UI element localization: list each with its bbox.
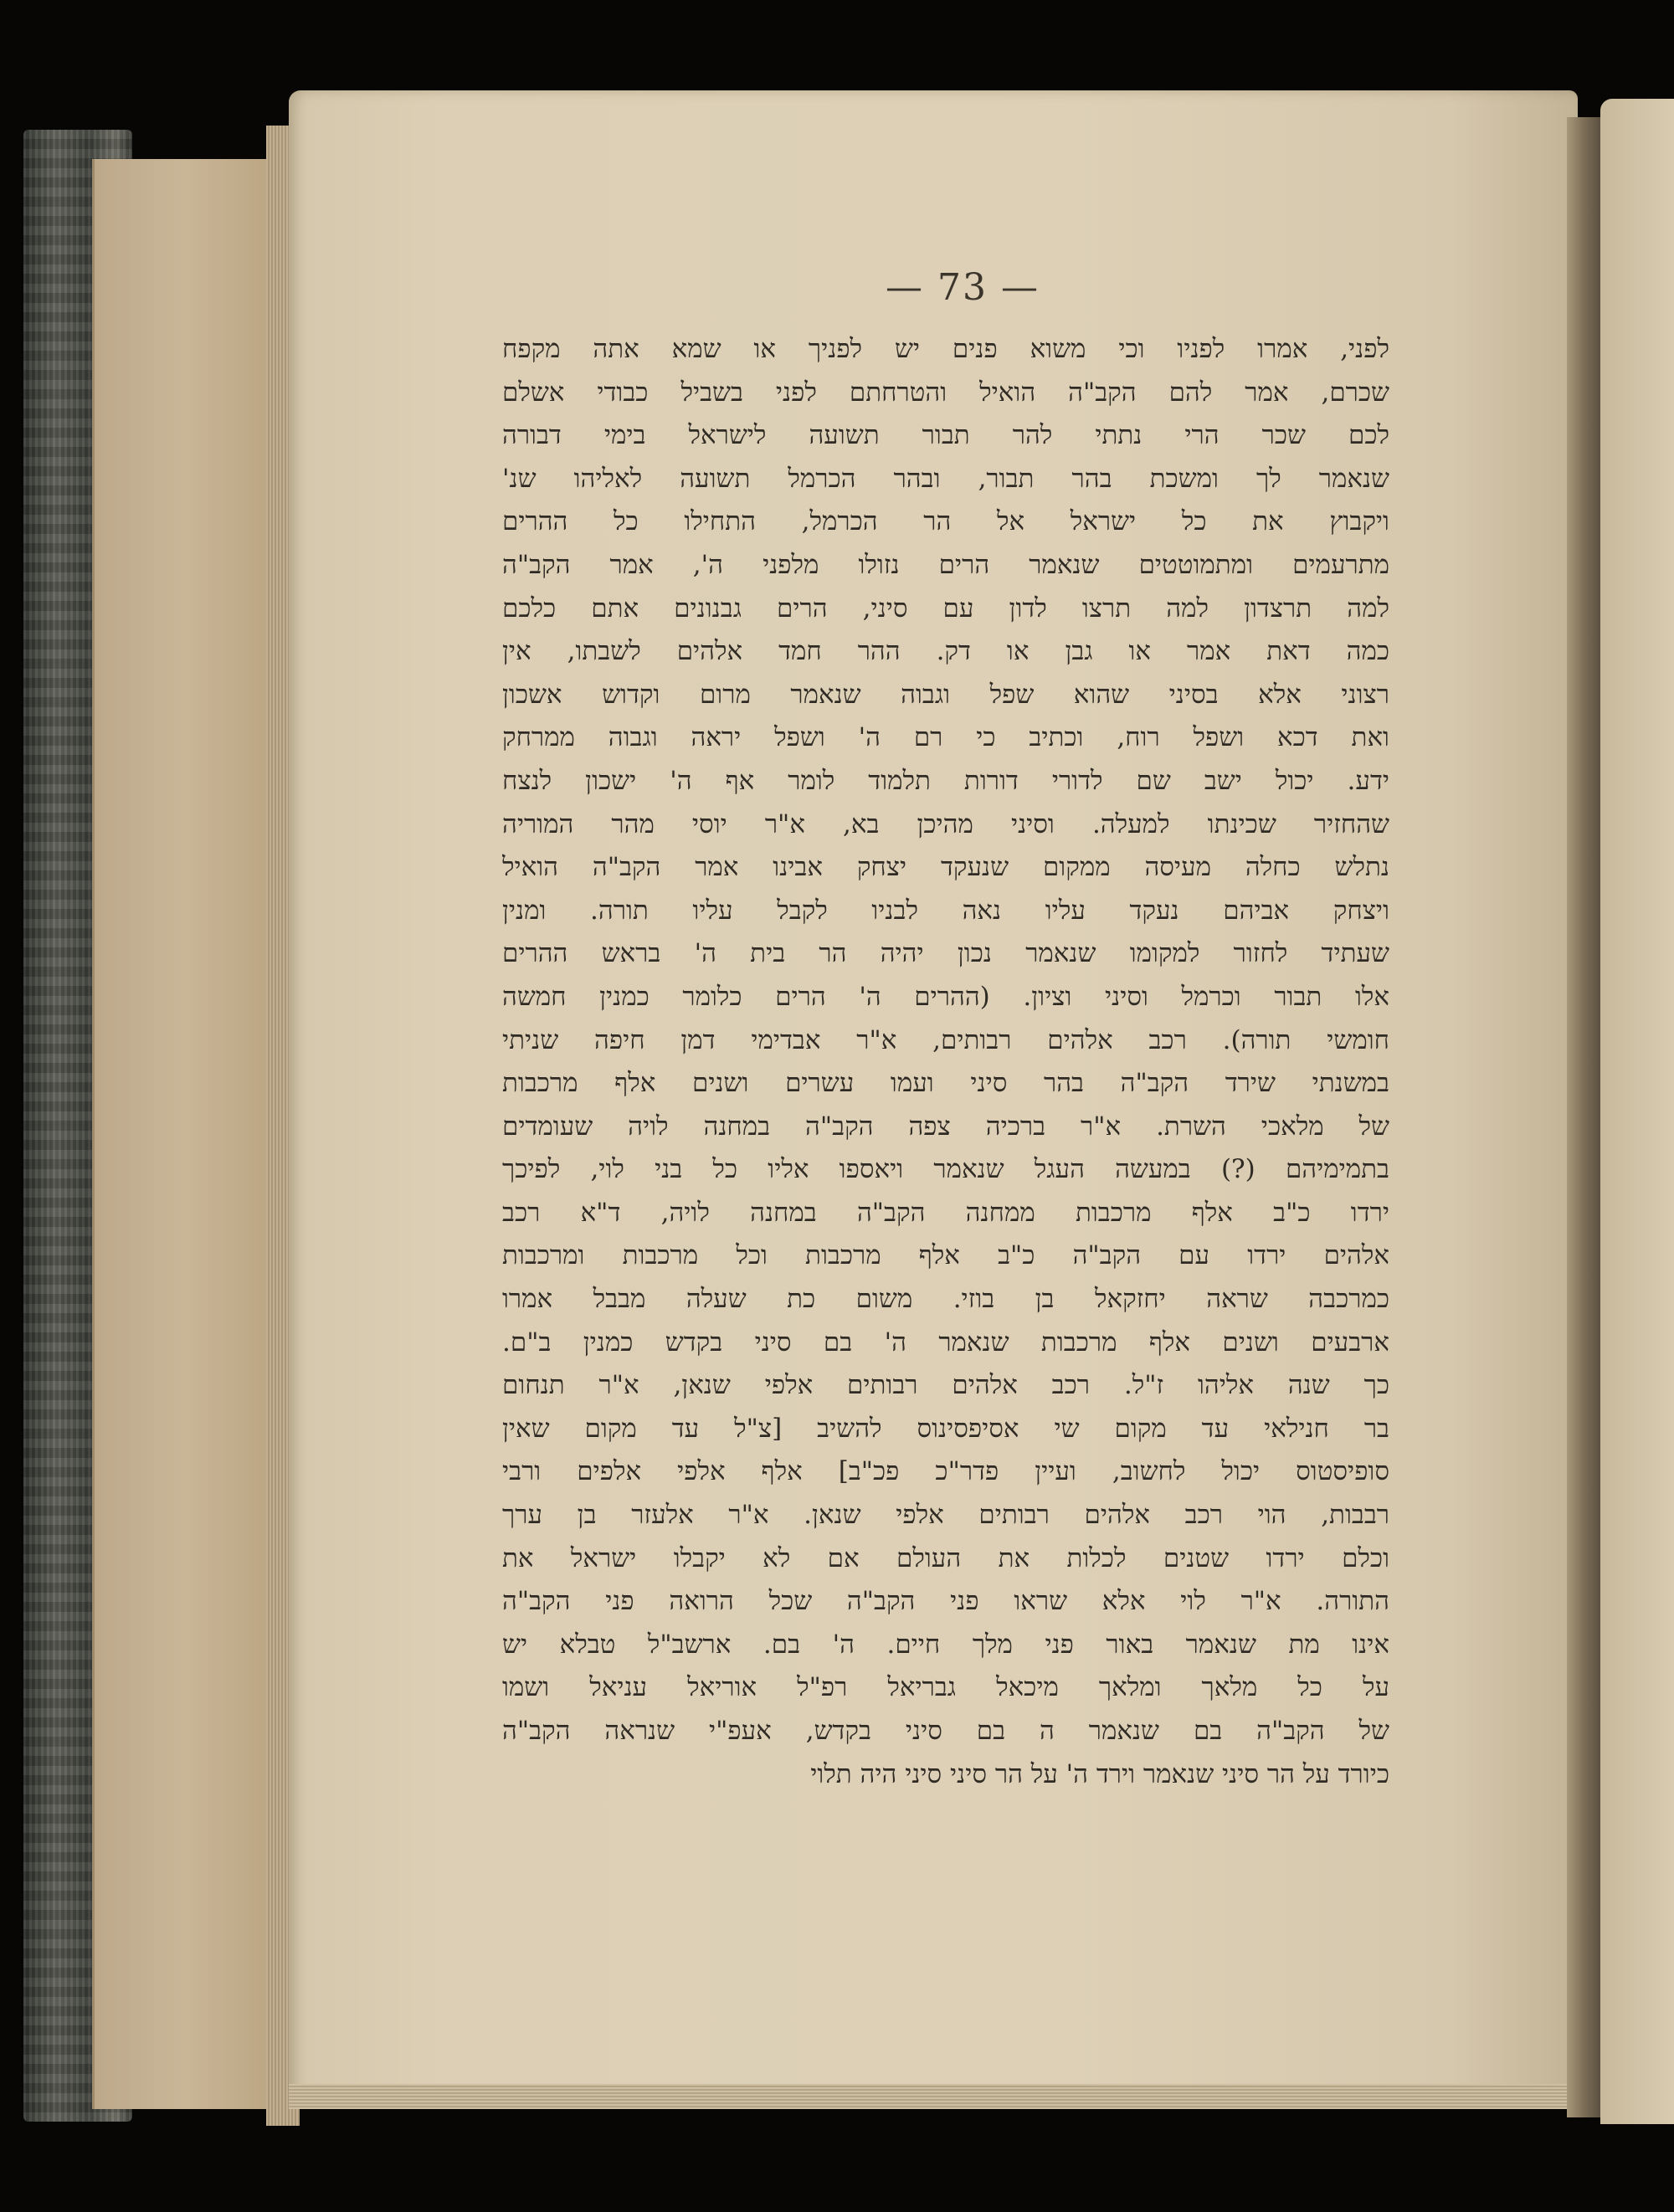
text-line: שעתיד לחזור למקומו שנאמר נכון יהיה הר בית ה' בראש ההרים xyxy=(502,938,1389,969)
text-line: כיורד על הר סיני שנאמר וירד ה' על הר סיני סיני היה תלוי xyxy=(810,1758,1389,1789)
text-line: אלו תבור וכרמל וסיני וציון. (ההרים ה' הרים כלומר כמנין חמשה xyxy=(502,981,1389,1012)
text-line: שנאמר לך ומשכת בהר תבור, ובהר הכרמל תשועה לאליהו שנ' xyxy=(502,463,1389,494)
text-line: אלהים ירדו עם הקב"ה כ"ב אלף מרכבות וכל מרכבות ומרכבות xyxy=(502,1240,1389,1271)
text-line: חומשי תורה). רכב אלהים רבותים, א"ר אבדימי דמן חיפה שניתי xyxy=(502,1024,1389,1055)
facing-page-edge xyxy=(1600,99,1674,2124)
text-line: ידע. יכול ישב שם לדורי דורות תלמוד לומר אף ה' ישכון לנצח xyxy=(502,765,1389,796)
page-bottom-edge xyxy=(289,2084,1578,2109)
hebrew-text-block xyxy=(502,328,1389,1796)
text-line: בר חנילאי עד מקום שי אסיפסינוס להשיב [צ"ל עד מקום שאין xyxy=(502,1413,1389,1444)
text-line: ארבעים ושנים אלף מרכבות שנאמר ה' בם סיני בקדש כמנין ב"ם. xyxy=(502,1327,1389,1357)
book-gutter xyxy=(1567,117,1600,2117)
text-line: אינו מת שנאמר באור פני מלך חיים. ה' בם. ארשב"ל טבלא יש xyxy=(502,1629,1389,1660)
text-line: ויקבוץ את כל ישראל אל הר הכרמל, התחילו כל ההרים xyxy=(502,506,1389,537)
text-line: במשנתי שירד הקב"ה בהר סיני ועמו עשרים ושנים אלף מרכבות xyxy=(502,1068,1389,1099)
text-line: של הקב"ה בם שנאמר ה בם סיני בקדש, אעפ"י שנראה הקב"ה xyxy=(502,1716,1389,1746)
text-line: שהחזיר שכינתו למעלה. וסיני מהיכן בא, א"ר יוסי מהר המוריה xyxy=(502,808,1389,839)
text-line: כמרכבה שראה יחזקאל בן בוזי. משום כת שעלה מבבל אמרו xyxy=(502,1284,1389,1315)
text-line: כך שנה אליהו ז"ל. רכב אלהים רבותים אלפי שנאן, א"ר תנחום xyxy=(502,1370,1389,1401)
text-line: רבבות, הוי רכב אלהים רבותים אלפי שנאן. א"ר אלעזר בן ערך xyxy=(502,1500,1389,1531)
text-line: ויצחק אביהם נעקד עליו נאה לבניו לקבל עליו תורה. ומנין xyxy=(502,895,1389,926)
text-line: שכרם, אמר להם הקב"ה הואיל והטרחתם לפני בשביל כבודי אשלם xyxy=(502,377,1389,408)
page-number: — 73 — xyxy=(886,266,1040,309)
text-line: על כל מלאך ומלאך מיכאל גבריאל רפ"ל אוריאל עניאל ושמו xyxy=(502,1672,1389,1703)
text-line: נתלש כחלה מעיסה ממקום שנעקד יצחק אבינו אמר הקב"ה הואיל xyxy=(502,852,1389,883)
text-line: לפני, אמרו לפניו וכי משוא פנים יש לפניך או שמא אתה מקפח xyxy=(502,334,1389,364)
text-line: סופיסטוס יכול לחשוב, ועיין פדר"כ פכ"ב] אלף אלפי אלפים ורבי xyxy=(502,1456,1389,1487)
text-line: ואת דכא ושפל רוח, וכתיב כי רם ה' ושפל יראה וגבוה ממרחק xyxy=(502,722,1389,753)
text-line: של מלאכי השרת. א"ר ברכיה צפה הקב"ה במחנה לויה שעומדים xyxy=(502,1111,1389,1142)
inside-cover xyxy=(92,159,275,2109)
text-line: לכם שכר הרי נתתי להר תבור תשועה לישראל בימי דבורה xyxy=(502,420,1389,451)
text-line: בתמימיהם (?) במעשה העגל שנאמר ויאספו אליו כל בני לוי, לפיכך xyxy=(502,1154,1389,1185)
text-line: וכלם ירדו שטנים לכלות את העולם אם לא יקבלו ישראל את xyxy=(502,1542,1389,1573)
text-line: ירדו כ"ב אלף מרכבות ממחנה הקב"ה במחנה לויה, ד"א רכב xyxy=(502,1197,1389,1228)
text-line: התורה. א"ר לוי אלא שראו פני הקב"ה שכל הרואה פני הקב"ה xyxy=(502,1586,1389,1617)
text-line: למה תרצדון למה תרצו לדון עם סיני, הרים גבנונים אתם כלכם xyxy=(502,593,1389,624)
text-line: מתרעמים ומתמוטטים שנאמר הרים נזולו מלפני ה', אמר הקב"ה xyxy=(502,549,1389,580)
text-line: רצוני אלא בסיני שהוא שפל וגבוה שנאמר מרום וקדוש אשכון xyxy=(502,679,1389,710)
text-line: כמה דאת אמר או גבן או דק. ההר חמד אלהים לשבתו, אין xyxy=(502,636,1389,667)
